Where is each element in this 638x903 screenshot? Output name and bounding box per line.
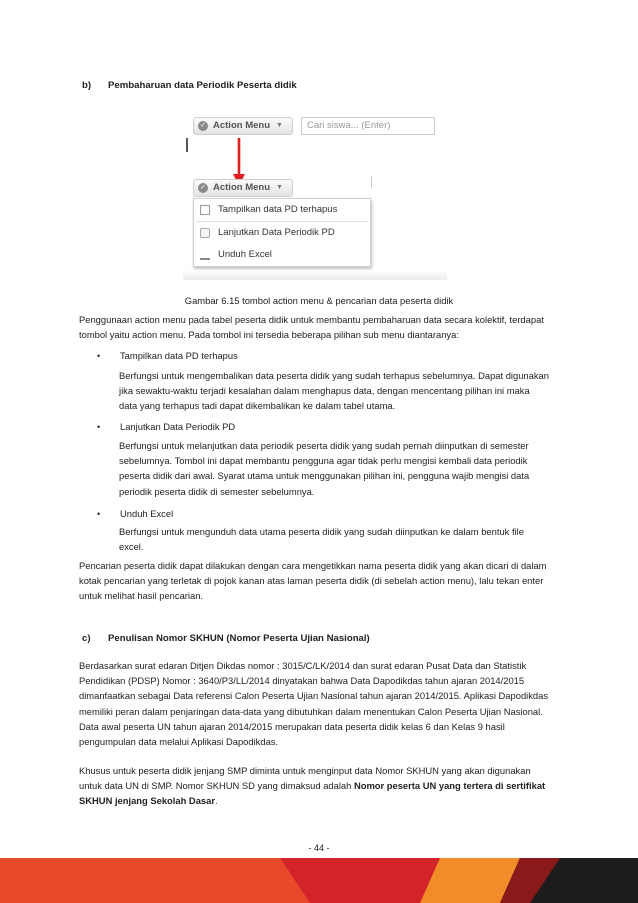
bullet-item (97, 419, 235, 435)
text-line: memiliki peran dalam penjaringan data-data yang dibutuhkan dalam menentukan Calon Peserta Ujian Nasional. (79, 705, 543, 717)
section-b-title: Pembaharuan data Periodik Peserta didik (108, 80, 297, 91)
download-icon (200, 250, 210, 260)
bullet-icon: • (97, 509, 101, 519)
action-menu-button-top[interactable] (193, 117, 293, 135)
figure-bottom-edge (183, 270, 447, 280)
menu-item-unduh[interactable] (194, 244, 370, 266)
section-c-heading (82, 631, 370, 647)
text-line: sebelumnya. Tombol ini dapat membantu pengguna agar tidak perlu mengisi kembali data periodik (119, 455, 528, 467)
text-line: data yang terhapus tadi dapat dikembalikan ke dalam tabel utama. (119, 400, 396, 412)
footer-band-orange-red (0, 858, 330, 903)
divider (371, 176, 372, 188)
menu-item-label: Lanjutkan Data Periodik PD (218, 227, 335, 239)
text-line: Berfungsi untuk melanjutkan data periodik peserta didik yang sudah pernah diinputkan di semester (119, 440, 529, 451)
text-line: Pencarian peserta didik dapat dilakukan dengan cara mengetikkan nama peserta didik yang akan dicari di dalam (79, 560, 547, 571)
bullet-item (97, 348, 238, 364)
text-line: Khusus untuk peserta didik jenjang SMP diminta untuk menginput data Nomor SKHUN yang akan digunakan (79, 765, 531, 776)
text-line (79, 793, 561, 808)
text-span: untuk data UN di SMP. Nomor SKHUN SD yang dimaksud adalah (79, 780, 354, 792)
search-input[interactable]: Cari siswa... (Enter) (301, 117, 435, 135)
page-number: - 44 - (308, 843, 330, 853)
bullet-icon: • (97, 351, 101, 361)
text-line (79, 778, 561, 793)
text-span: . (214, 795, 218, 807)
text-cursor (186, 138, 188, 152)
section-c-title: Penulisan Nomor SKHUN (Nomor Peserta Ujian Nasional) (108, 633, 370, 644)
copy-icon (200, 228, 210, 238)
bullet-description (119, 524, 562, 554)
search-paragraph (79, 558, 561, 604)
action-menu-icon: ✓ (198, 183, 208, 193)
checkbox-icon[interactable] (200, 205, 210, 215)
intro-paragraph (79, 312, 561, 342)
text-line: Berdasarkan surat edaran Ditjen Dikdas nomor : 3015/C/LK/2014 dan surat edaran Pusat Data dan Statistik (79, 660, 527, 671)
chevron-down-icon: ▼ (276, 184, 283, 192)
text-line: Pendidikan (PDSP) Nomor : 3640/P3/LL/2014 dinyatakan bahwa Data Dapodikdas tahun ajaran 2014/2015 (79, 675, 525, 687)
text-line: tombol yaitu action menu. Pada tombol ini tersedia beberapa pilihan sub menu diantaranya: (79, 329, 459, 341)
text-line: Berfungsi untuk mengembalikan data peserta didik yang sudah terhapus sebelumnya. Dapat digunakan (119, 370, 549, 381)
bullet-title: Lanjutkan Data Periodik PD (120, 421, 236, 432)
footer-decoration (0, 858, 638, 903)
action-menu-label-top: Action Menu (213, 120, 270, 132)
skhun-paragraph-2 (79, 763, 561, 809)
text-line: Data awal peserta UN tahun ajaran 2014/2015 merupakan data peserta didik kelas 6 dan Kelas 9 hasil (79, 720, 505, 732)
text-line: pengumpulan data melalui Aplikasi Dapodikdas. (79, 736, 279, 748)
menu-item-label: Tampilkan data PD terhapus (218, 204, 338, 216)
section-b-heading (82, 78, 297, 94)
figure-screenshot (183, 110, 447, 280)
text-line: peserta didik dari awal. Syarat utama untuk menggunakan pilihan ini, pengguna wajib mengisi data (119, 470, 530, 482)
action-menu-icon: ✓ (198, 121, 208, 131)
section-b-label: b) (82, 80, 92, 91)
bullet-title: Tampilkan data PD terhapus (120, 350, 238, 361)
bullet-item (97, 506, 173, 522)
bullet-title: Unduh Excel (120, 508, 174, 519)
chevron-down-icon: ▼ (276, 122, 283, 130)
action-menu-label-open: Action Menu (213, 182, 270, 194)
bullet-description (119, 368, 562, 414)
text-line: periodik peserta didik di semester sebelumnya. (119, 485, 315, 497)
skhun-paragraph-1 (79, 658, 561, 749)
bullet-description (119, 438, 562, 499)
text-line: jika sewaktu-waktu terjadi kesalahan dalam menghapus data, dengan mencentang pilihan ini maka (119, 385, 530, 397)
action-menu-button-open[interactable] (193, 179, 293, 197)
text-line: Berfungsi untuk mengunduh data utama peserta didik yang sudah diinputkan ke dalam bentuk file (119, 526, 524, 537)
bullet-icon: • (97, 422, 101, 432)
figure-caption: Gambar 6.15 tombol action menu & pencarian data peserta didik (184, 295, 454, 306)
text-line: dimanfaatkan sebagai Data referensi Calon Peserta Ujian Nasional tahun ajaran 2014/2015. Aplikasi Dapodikdas (79, 690, 549, 702)
menu-item-lanjutkan[interactable] (194, 222, 370, 244)
action-dropdown-menu (193, 198, 371, 267)
text-line: kotak pencarian yang terletak di pojok kanan atas laman peserta didik (di sebelah action menu), lalu tekan enter (79, 575, 544, 587)
section-c-label: c) (82, 633, 91, 644)
bold-text: Nomor peserta UN yang tertera di sertifikat (353, 780, 546, 792)
bold-text: SKHUN jenjang Sekolah Dasar (79, 795, 215, 807)
text-line: Penggunaan action menu pada tabel peserta didik untuk membantu pembaharuan data secara kolektif, terdapat (79, 314, 544, 325)
text-line: untuk melihat hasil pencarian. (79, 590, 204, 602)
menu-item-tampilkan[interactable] (194, 199, 370, 221)
text-line: excel. (119, 541, 144, 553)
menu-item-label: Unduh Excel (218, 249, 272, 261)
